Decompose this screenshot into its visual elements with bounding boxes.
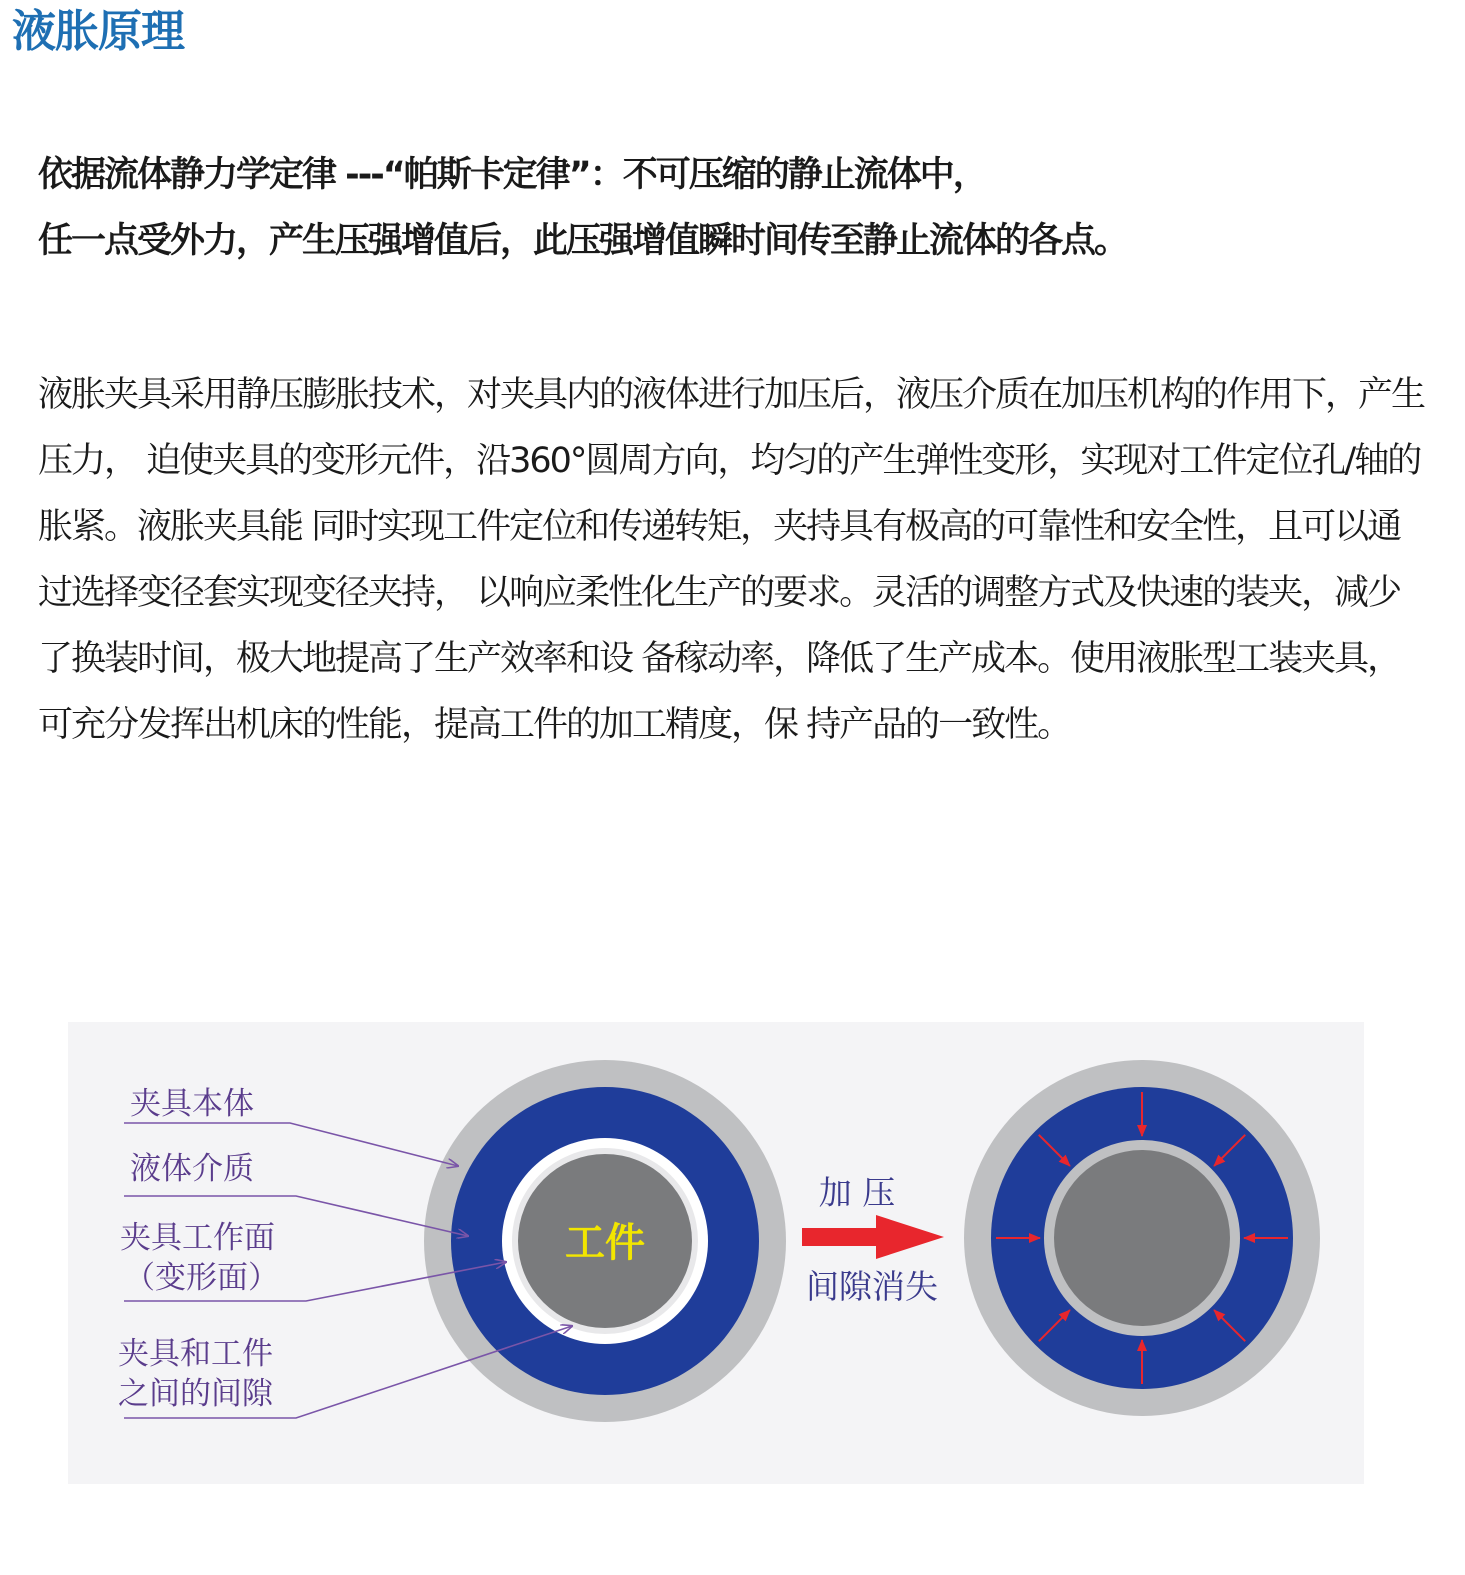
description-paragraph: 液胀夹具采用静压膨胀技术，对夹具内的液体进行加压后，液压介质在加压机构的作用下，产生压力， 迫使夹具的变形元件，沿360°圆周方向，均匀的产生弹性变形，实现对工件定位孔/轴的胀紧。液胀夹具能 同时实现工件定位和传递转矩，夹持具有极高的可靠性和安全性，且可以通过选择变径套实现变径夹持， 以响应柔性化生产的要求。灵活的调整方式及快速的装夹，减少了换装时间，极大地提高了生产效率和设 备稼动率，降低了生产成本。使用液胀型工装夹具，可充分发挥出机床的性能，提高工件的加工精度，保 持产品的一致性。 (38, 375, 1425, 745)
principle-statement (38, 142, 1438, 274)
pressurize-arrow (802, 1173, 944, 1306)
diagram-canvas (68, 1022, 1364, 1484)
label-gap-2: 之间的间隙 (118, 1376, 273, 1412)
label-fluid-medium: 液体介质 (130, 1151, 254, 1187)
label-gap-1: 夹具和工件 (118, 1336, 273, 1372)
right-fixture (964, 1060, 1320, 1416)
principle-line-1: 依据流体静力学定律 ---“帕斯卡定律”：不可压缩的静止流体中， (38, 155, 986, 195)
red-arrow-icon (802, 1215, 944, 1259)
arrow-label-pressurize: 加 压 (818, 1173, 896, 1212)
workpiece-circle-right (1054, 1150, 1230, 1326)
label-clamping-surface-1: 夹具工作面 (120, 1220, 275, 1256)
label-clamping-surface-2: （变形面） (124, 1260, 279, 1296)
workpiece-label: 工件 (565, 1220, 645, 1266)
page-title: 液胀原理 (12, 6, 184, 57)
arrow-label-gap-disappears: 间隙消失 (806, 1267, 938, 1306)
label-fixture-body: 夹具本体 (130, 1086, 254, 1122)
hydraulic-expansion-diagram (68, 1022, 1364, 1484)
principle-line-2: 任一点受外力，产生压强增值后，此压强增值瞬时间传至静止流体的各点。 (38, 221, 1128, 261)
left-fixture (424, 1060, 786, 1422)
